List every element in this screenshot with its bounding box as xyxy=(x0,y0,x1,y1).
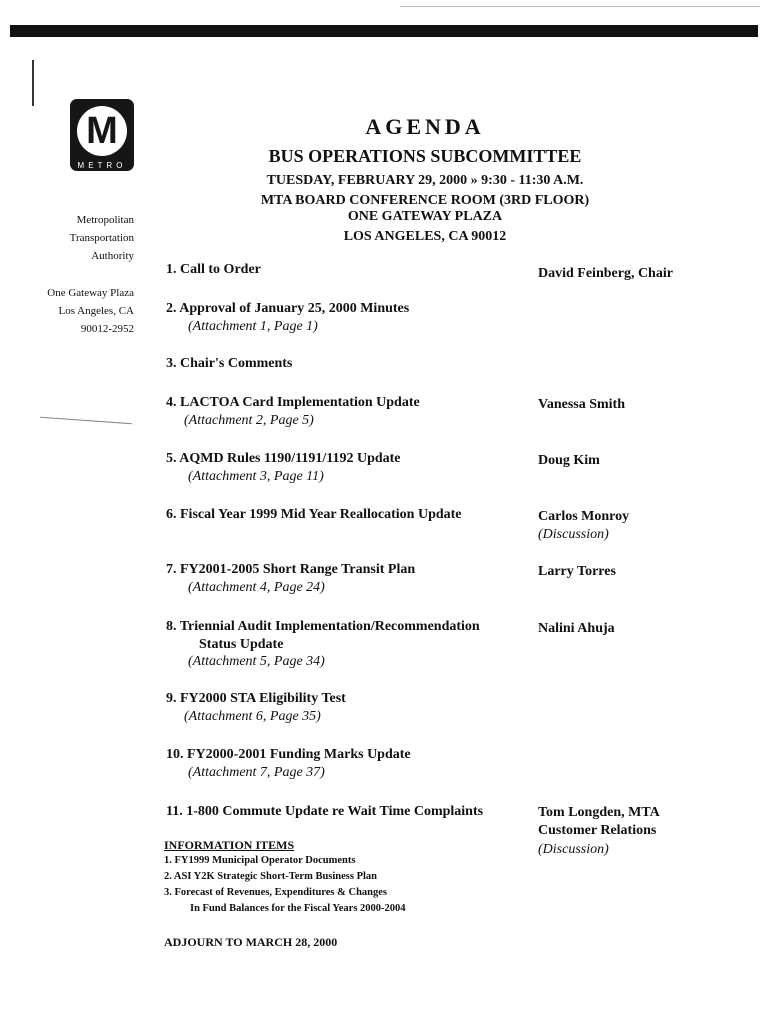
information-item: 1. FY1999 Municipal Operator Documents xyxy=(164,855,356,866)
agenda-item-attachment: (Attachment 5, Page 34) xyxy=(188,654,325,669)
agenda-item-title: 2. Approval of January 25, 2000 Minutes xyxy=(166,301,410,316)
org-name-line: Authority xyxy=(91,250,134,262)
information-items-heading: INFORMATION ITEMS xyxy=(164,838,295,852)
agenda-item-title: 6. Fiscal Year 1999 Mid Year Reallocation Update xyxy=(166,507,462,522)
agenda-item-title: 5. AQMD Rules 1190/1191/1192 Update xyxy=(166,451,401,466)
agenda-item-presenter: Doug Kim xyxy=(538,453,600,468)
agenda-item-title: 10. FY2000-2001 Funding Marks Update xyxy=(166,747,411,762)
information-item: 3. Forecast of Revenues, Expenditures & Changes xyxy=(164,887,388,898)
org-name-line: Transportation xyxy=(69,232,134,244)
agenda-item-presenter: David Feinberg, Chair xyxy=(538,266,673,281)
agenda-item-title: 8. Triennial Audit Implementation/Recommendation xyxy=(166,619,480,634)
agenda-item-title: 3. Chair's Comments xyxy=(166,356,293,371)
information-item: 2. ASI Y2K Strategic Short-Term Business Plan xyxy=(164,871,378,882)
agenda-item-attachment: (Attachment 7, Page 37) xyxy=(188,765,325,780)
agenda-item-attachment: (Attachment 6, Page 35) xyxy=(184,709,321,724)
metro-logo xyxy=(70,99,134,171)
meeting-building: ONE GATEWAY PLAZA xyxy=(347,209,503,224)
org-address-line: Los Angeles, CA xyxy=(58,305,134,317)
agenda-item-presenter: Carlos Monroy xyxy=(538,509,630,524)
information-item-continued: In Fund Balances for the Fiscal Years 2000-2004 xyxy=(190,903,406,914)
logo-letter: M xyxy=(86,110,118,152)
agenda-item-presenter-continued: Customer Relations xyxy=(538,823,657,838)
logo-word: METRO xyxy=(77,161,127,170)
agenda-item-title: 11. 1-800 Commute Update re Wait Time Complaints xyxy=(166,804,484,819)
org-name-line: Metropolitan xyxy=(76,214,134,226)
agenda-item-presenter: Tom Longden, MTA xyxy=(538,805,660,820)
agenda-item-presenter: Vanessa Smith xyxy=(538,397,626,412)
agenda-item-note: (Discussion) xyxy=(538,527,609,542)
committee-name: BUS OPERATIONS SUBCOMMITTEE xyxy=(268,146,582,166)
agenda-item-note: (Discussion) xyxy=(538,842,609,857)
agenda-item-attachment: (Attachment 2, Page 5) xyxy=(184,413,314,428)
meeting-room: MTA BOARD CONFERENCE ROOM (3RD FLOOR) xyxy=(260,193,590,208)
agenda-item-title: 4. LACTOA Card Implementation Update xyxy=(166,395,420,410)
agenda-item-presenter: Larry Torres xyxy=(538,564,616,579)
org-address-line: 90012-2952 xyxy=(80,323,134,335)
agenda-item-title: 9. FY2000 STA Eligibility Test xyxy=(166,691,346,706)
scan-header-bar xyxy=(10,25,758,37)
org-address-line: One Gateway Plaza xyxy=(47,287,134,299)
agenda-item-attachment: (Attachment 3, Page 11) xyxy=(188,469,324,484)
meeting-date: TUESDAY, FEBRUARY 29, 2000 » 9:30 - 11:30 A.M. xyxy=(266,173,584,188)
organization-address xyxy=(47,284,134,338)
agenda-item-title: 7. FY2001-2005 Short Range Transit Plan xyxy=(166,562,416,577)
agenda-item-title: 1. Call to Order xyxy=(166,262,261,277)
adjourn-line: ADJOURN TO MARCH 28, 2000 xyxy=(164,935,338,949)
agenda-item-attachment: (Attachment 1, Page 1) xyxy=(188,319,318,334)
scan-scratch-mark xyxy=(40,417,132,424)
meeting-city: LOS ANGELES, CA 90012 xyxy=(343,229,507,244)
logo-circle xyxy=(77,106,127,156)
organization-name xyxy=(70,211,134,265)
agenda-title: AGENDA xyxy=(365,114,485,139)
scan-margin-mark xyxy=(32,60,34,106)
agenda-item-attachment: (Attachment 4, Page 24) xyxy=(188,580,325,595)
scan-edge-line xyxy=(400,6,760,7)
agenda-item-presenter: Nalini Ahuja xyxy=(538,621,615,636)
agenda-item-title-continued: Status Update xyxy=(199,637,284,652)
